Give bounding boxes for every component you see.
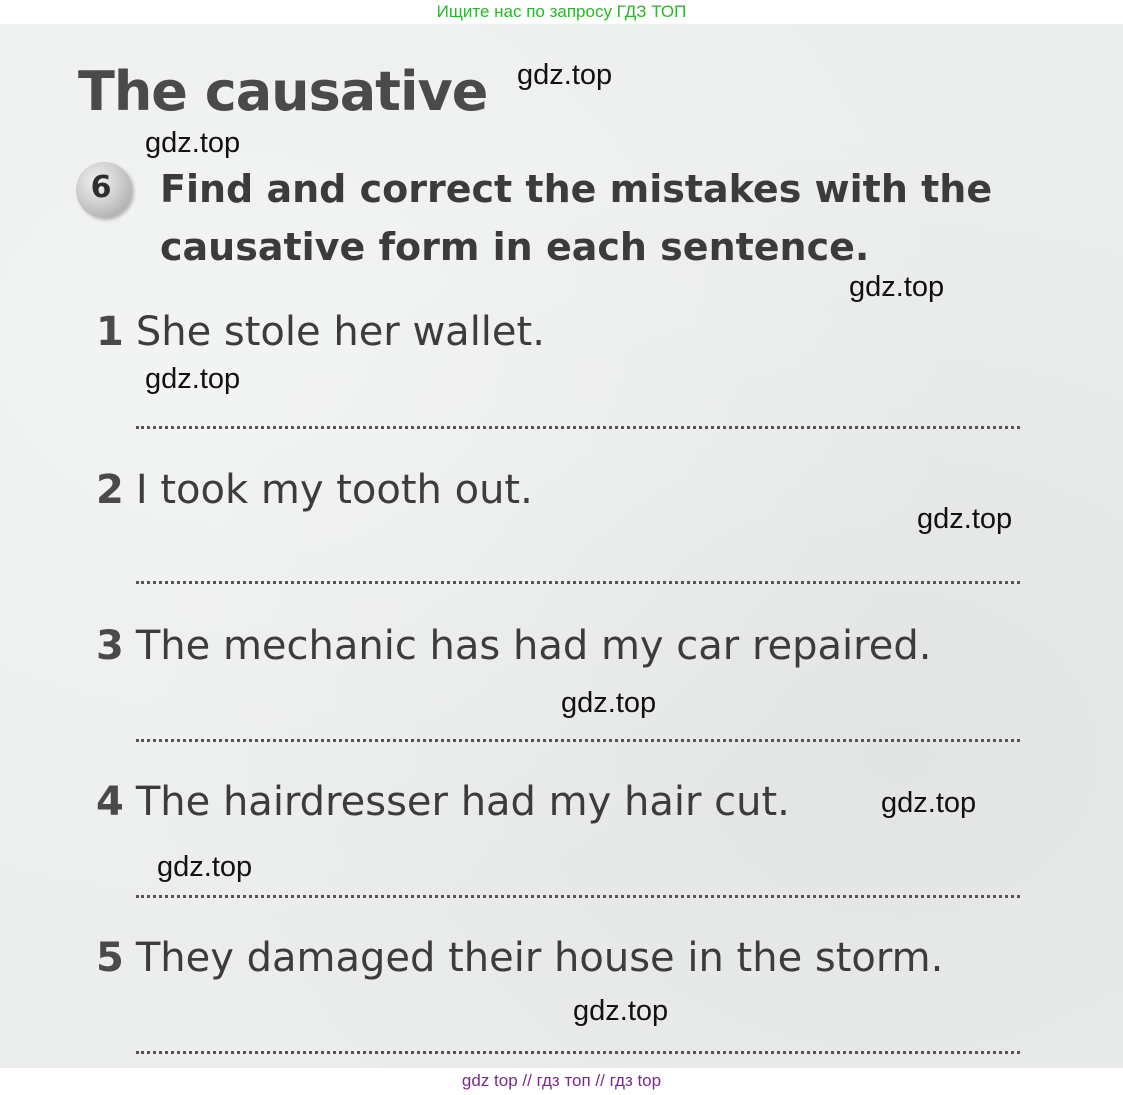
watermark: gdz.top [517, 59, 613, 91]
watermark: gdz.top [561, 687, 657, 719]
sentence-item [96, 308, 545, 356]
answer-line[interactable] [136, 426, 1020, 429]
sentence-number: 2 [96, 467, 124, 513]
top-banner[interactable]: Ищите нас по запросу ГДЗ ТОП [436, 2, 687, 21]
sentence-text: The mechanic has had my car repaired. [135, 623, 932, 669]
sentence-number: 3 [96, 623, 124, 669]
sentence-text: I took my tooth out. [135, 467, 533, 513]
answer-line[interactable] [136, 739, 1020, 742]
sentence-item [96, 466, 533, 514]
sentence-item [96, 778, 790, 826]
answer-line[interactable] [136, 895, 1020, 898]
sentence-number: 1 [96, 309, 124, 355]
watermark: gdz.top [145, 363, 241, 395]
sentence-text: The hairdresser had my hair cut. [135, 779, 790, 825]
watermark: gdz.top [145, 127, 241, 159]
exercise-number-badge: 6 [76, 162, 132, 218]
exercise-instruction: Find and correct the mistakes with the causative form in each sentence. [160, 167, 993, 269]
answer-line[interactable] [136, 581, 1020, 584]
watermark: gdz.top [157, 851, 253, 883]
sentence-text: They damaged their house in the storm. [135, 935, 944, 981]
watermark: gdz.top [881, 787, 977, 819]
sentence-item [96, 934, 943, 982]
watermark: gdz.top [573, 995, 669, 1027]
watermark: gdz.top [917, 503, 1013, 535]
watermark: gdz.top [849, 271, 945, 303]
answer-line[interactable] [136, 1051, 1020, 1054]
sentence-number: 4 [96, 779, 124, 825]
sentence-number: 5 [96, 935, 124, 981]
sentence-item [96, 622, 931, 670]
section-title: The causative [78, 60, 488, 123]
workbook-page [0, 24, 1123, 1068]
bottom-banner[interactable]: gdz top // гдз топ // гдз top [0, 1068, 1123, 1095]
sentence-text: She stole her wallet. [135, 309, 545, 355]
